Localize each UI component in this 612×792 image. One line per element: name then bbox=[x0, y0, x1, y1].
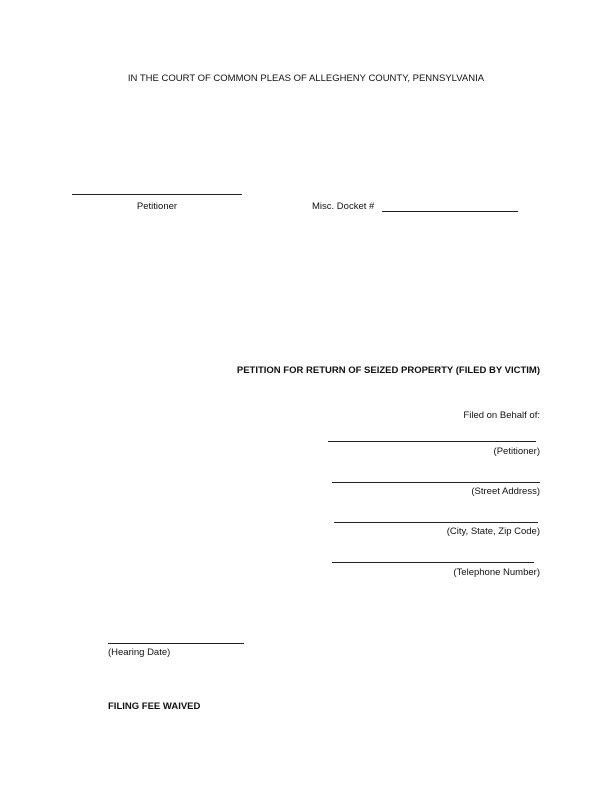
filing-fee-notice: FILING FEE WAIVED bbox=[108, 701, 201, 712]
petitioner-name-line[interactable] bbox=[72, 194, 242, 195]
docket-number-line[interactable] bbox=[382, 211, 518, 212]
filed-on-behalf-heading: Filed on Behalf of: bbox=[463, 410, 540, 421]
petitioner-field-label: (Petitioner) bbox=[493, 446, 540, 457]
hearing-date-line[interactable] bbox=[108, 643, 244, 644]
petitioner-field-line[interactable] bbox=[328, 441, 536, 442]
street-address-field-line[interactable] bbox=[332, 482, 540, 483]
telephone-field-label: (Telephone Number) bbox=[453, 567, 540, 578]
document-title: PETITION FOR RETURN OF SEIZED PROPERTY (FILED BY VICTIM) bbox=[236, 365, 540, 376]
city-state-zip-field-label: (City, State, Zip Code) bbox=[446, 526, 540, 537]
street-address-field-label: (Street Address) bbox=[471, 486, 540, 497]
city-state-zip-field-line[interactable] bbox=[334, 522, 538, 523]
telephone-field-line[interactable] bbox=[332, 562, 534, 563]
petitioner-caption-label: Petitioner bbox=[136, 201, 178, 212]
court-heading: IN THE COURT OF COMMON PLEAS OF ALLEGHENY COUNTY, PENNSYLVANIA bbox=[127, 73, 485, 84]
hearing-date-label: (Hearing Date) bbox=[108, 647, 171, 658]
docket-label: Misc. Docket # bbox=[312, 201, 375, 212]
